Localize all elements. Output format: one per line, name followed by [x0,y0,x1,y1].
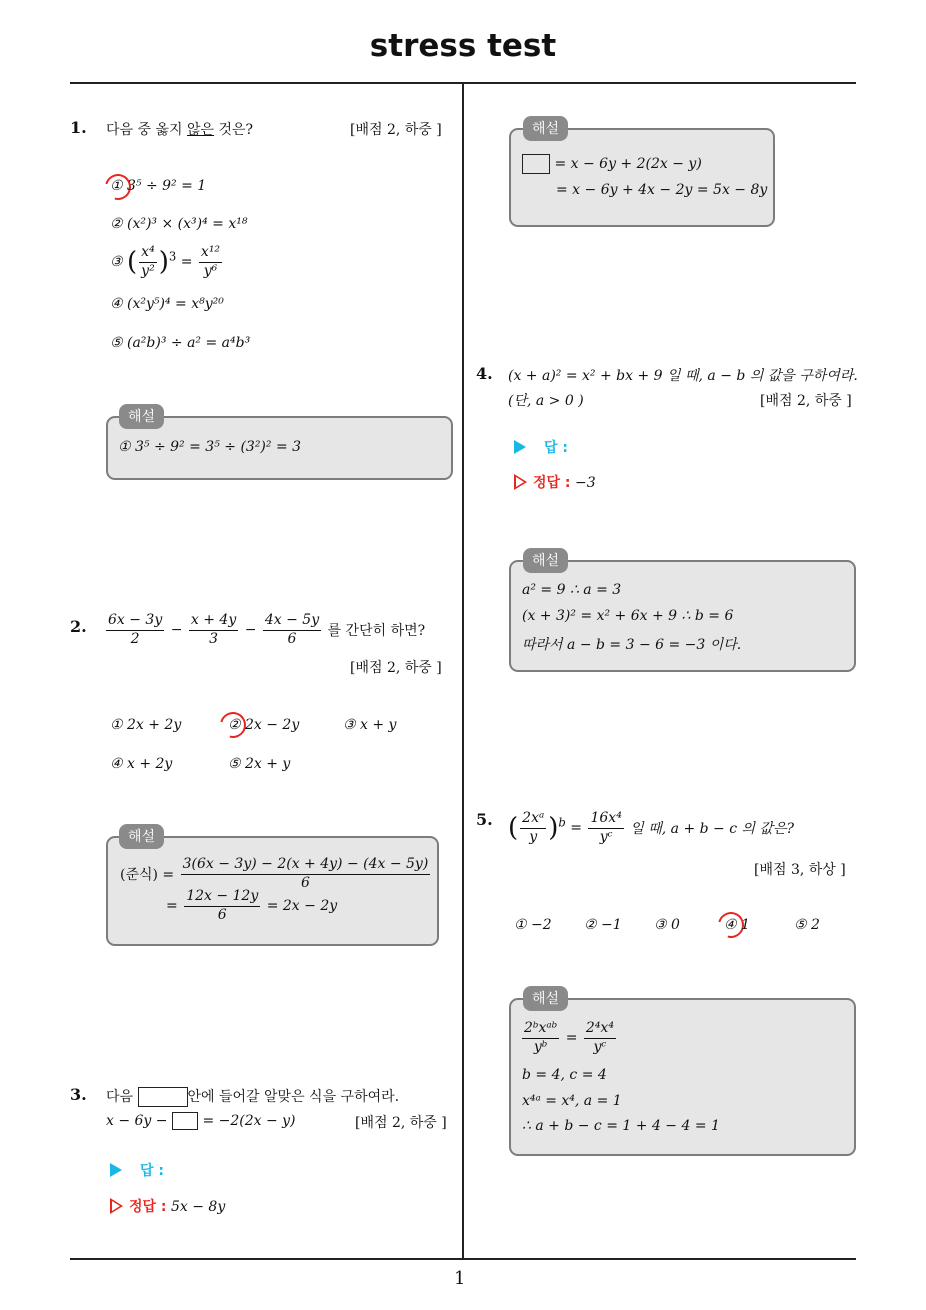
question-text-end: 일 때, a + b − c 의 값은? [630,821,795,837]
footer-rule [70,1258,856,1260]
option-5[interactable]: ⑤ (a²b)³ ÷ a² = a⁴b³ [110,335,251,351]
question-number: 2. [70,617,87,636]
question-number: 1. [70,118,87,137]
play-icon [110,1163,122,1177]
question-meta: [배점 2, 하중 ] [350,122,442,138]
equation-left: x − 6y − [106,1113,168,1129]
explanation-tab: 해설 [523,116,568,141]
option-4[interactable]: ④ (x²y⁵)⁴ = x⁸y²⁰ [110,296,224,312]
explanation-text: ① 3⁵ ÷ 9² = 3⁵ ÷ (3²)² = 3 [118,439,302,455]
explanation-tab: 해설 [119,824,164,849]
page-title: stress test [369,28,557,64]
fraction-numerator: 2⁴x⁴ [584,1020,616,1039]
blank-box [138,1087,188,1107]
explanation-line-2: b = 4, c = 4 [522,1067,607,1083]
question-condition: (단, a > 0 ) [508,393,584,409]
page-number: 1 [454,1268,466,1289]
explanation-tab: 해설 [119,404,164,429]
explanation-line-2: (x + 3)² = x² + 6x + 9 ∴ b = 6 [522,608,734,624]
fraction-denominator: y⁶ [203,262,218,279]
explanation-box [509,128,775,227]
option-5[interactable]: ⑤ 2x + y [228,756,291,772]
option-3[interactable]: ③ 0 [654,917,680,933]
explanation-result: = 2x − 2y [266,898,338,914]
fraction-denominator: 6 [301,874,310,891]
explanation-line-4: ∴ a + b − c = 1 + 4 − 4 = 1 [522,1118,720,1134]
answer-label: 답 : [140,1163,164,1179]
correct-answer [110,1196,225,1216]
option-2[interactable]: ② −1 [584,917,622,933]
option-5[interactable]: ⑤ 2 [794,917,820,933]
equation-right: = −2(2x − y) [202,1113,296,1129]
question-underlined: 않은 [186,122,215,138]
option-4[interactable]: ④ x + 2y [110,756,173,772]
question-text-end: 안에 들어갈 알맞은 식을 구하여라. [187,1089,400,1105]
question-meta: [배점 2, 하중 ] [355,1115,447,1131]
fraction-numerator: 6x − 3y [106,612,164,631]
explanation-line-2: = $\frac{12x - 12y}{6}$ = 2x − 2y [166,888,338,923]
option-2[interactable]: ② 2x − 2y [228,717,300,733]
option-3[interactable]: ③ x + y [343,717,397,733]
exponent: b [558,815,566,830]
option-1[interactable]: ① −2 [514,917,552,933]
fraction-denominator: yᶜ [593,1038,607,1055]
question-text-end: 를 간단히 하면? [327,623,426,639]
answer-field[interactable] [110,1160,164,1180]
question-meta: [배점 3, 하상 ] [754,862,846,878]
option-1[interactable]: ① 3⁵ ÷ 9² = 1 [110,178,207,194]
fraction-denominator: yᵇ [533,1038,548,1055]
option-4[interactable]: ④ 1 [724,917,750,933]
blank-box [172,1112,198,1130]
correct-answer-value: −3 [574,475,596,491]
fraction-numerator: 3(6x − 3y) − 2(x + 4y) − (4x − 5y) [181,856,431,875]
explanation-line-1: a² = 9 ∴ a = 3 [522,582,622,598]
fraction-numerator: x⁴ [139,244,157,263]
explanation-line-2: = x − 6y + 4x − 2y = 5x − 8y [556,182,768,198]
outline-play-icon [110,1198,123,1214]
question-meta: [배점 2, 하중 ] [760,393,852,409]
fraction-denominator: y² [141,262,155,279]
fraction-numerator: x¹² [199,244,222,263]
explanation-line-3: 따라서 a − b = 3 − 6 = −3 이다. [522,637,742,653]
fraction-denominator: 6 [217,906,227,923]
question-text-end: 것은? [214,122,254,138]
answer-label: 답 : [544,440,568,456]
fraction-denominator: yᶜ [599,828,613,845]
correct-answer-value: 5x − 8y [170,1199,226,1215]
question-text [106,119,253,139]
question-meta: [배점 2, 하중 ] [350,660,442,676]
option-2[interactable]: ② (x²)³ × (x³)⁴ = x¹⁸ [110,216,248,232]
fraction-numerator: 2xᵃ [520,810,546,829]
option-3-label: ③ [110,254,123,270]
question-text: (x + a)² = x² + bx + 9 일 때, a − b 의 값을 구하여라. [508,368,858,384]
fraction-denominator: 6 [287,630,297,647]
correct-answer-label: 정답 : [533,475,571,491]
fraction-numerator: x + 4y [189,612,238,631]
explanation-text: = x − 6y + 2(2x − y) [554,156,702,172]
explanation-line-1 [120,856,432,892]
fraction-numerator: 2ᵇxᵃᵇ [522,1020,559,1039]
fraction-denominator: 2 [130,630,140,647]
correct-answer-label: 정답 : [129,1199,167,1215]
play-icon [514,440,526,454]
explanation-tab: 해설 [523,986,568,1011]
fraction-numerator: 4x − 5y [263,612,321,631]
blank-box [522,154,550,174]
question-number: 4. [476,364,493,383]
question-text: $\frac{6x - 3y}{2}$ − $\frac{x + 4y}{3}$ − $\frac{4x - 5y}{6}$ 를 간단히 하면? [108,612,426,647]
option-3[interactable]: ③ ( $\frac{\text{x⁴}}{\text{y²}}$ )$^3$ = $\frac{\text{x¹²}}{\text{y⁶}}$ [110,244,221,279]
explanation-label: (준식) = [120,867,175,883]
answer-field[interactable] [514,437,568,457]
explanation-line-3: x⁴ᵃ = x⁴, a = 1 [522,1093,622,1109]
explanation-tab: 해설 [523,548,568,573]
question-text [106,1086,399,1107]
explanation-line-1 [522,154,702,174]
fraction-numerator: 12x − 12y [184,888,260,907]
question-text-part: 다음 [106,1089,134,1105]
column-divider [462,83,464,1258]
fraction-numerator: 16x⁴ [588,810,623,829]
question-equation [106,1112,296,1130]
fraction-denominator: y [529,828,538,845]
explanation-line-1: $\frac{\text{2ᵇxᵃᵇ}}{\text{yᵇ}}$ = $\frac{\text{2⁴x⁴}}{\text{yᶜ}}$ [524,1020,614,1055]
question-text: ( $\frac{\text{2xᵃ}}{y}$ )$^b$ = $\frac{\text{16x⁴}}{\text{yᶜ}}$ 일 때, a + b − c 의 값은? [508,810,795,845]
question-number: 5. [476,810,493,829]
outline-play-icon [514,474,527,490]
question-number: 3. [70,1085,87,1104]
correct-answer [514,472,596,492]
fraction-denominator: 3 [209,630,219,647]
option-1[interactable]: ① 2x + 2y [110,717,182,733]
question-text-part: 다음 중 옳지 [106,122,187,138]
